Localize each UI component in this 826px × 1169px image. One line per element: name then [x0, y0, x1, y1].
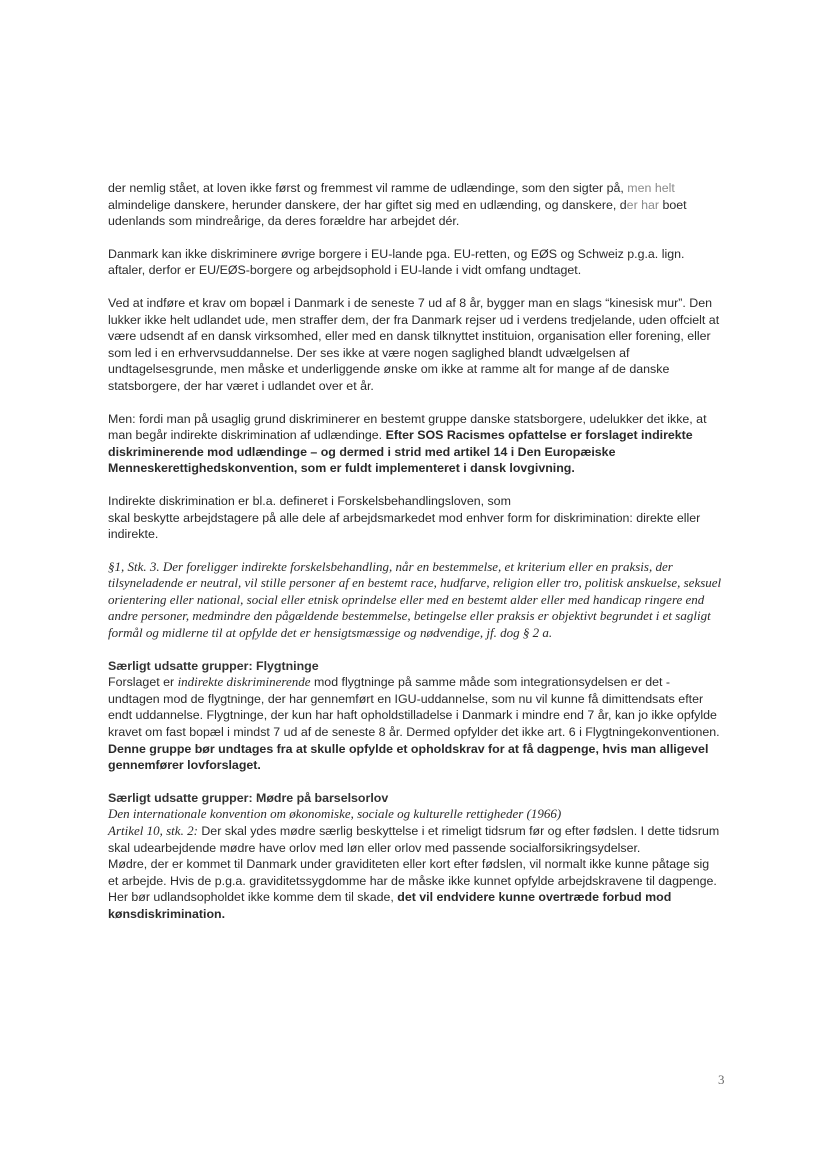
document-body	[108, 180, 722, 939]
text-span: der nemlig stået, at loven ikke først og fremmest vil ramme de udlændinge, som den sigter på,	[108, 181, 624, 195]
text-span: Men: fordi man på usaglig grund diskriminerer en bestemt gruppe danske statsborgere, udelukker det ikke, at man begår indirekte diskrimination af udlændinge.	[108, 411, 707, 443]
text-span-faded: er har	[626, 197, 660, 212]
paragraph-forskelsbehandlingsloven	[108, 493, 722, 543]
law-quote: §1, Stk. 3. Der foreligger indirekte forskelsbehandling, når en bestemmelse, et kriterium eller en praksis, der tilsyneladende er neutral, vil stille personer af en bestemt race, hudfarve, religion eller tro, politisk anskuelse, seksuel orientering eller national, social eller etnisk oprindelse eller med en bestemt alder eller med handicap ringere end andre personer, medmindre den pågældende bestemmelse, betingelse eller praksis er objektivt begrundet i et sagligt formål og midlerne til at opfylde det er hensigtsmæssige og nødvendige, jf. dog § 2 a.	[108, 558, 722, 641]
article-label: Artikel 10, stk. 2:	[108, 823, 198, 838]
page-number: 3	[718, 1072, 725, 1087]
text-span: boet udenlands som mindreårige, da deres forældre har arbejdet dér.	[108, 197, 687, 229]
bold-statement: det vil endvidere kunne overtræde forbud mod kønsdiskrimination.	[108, 890, 672, 921]
paragraph-intro	[108, 180, 722, 230]
text-span: Forslaget er	[108, 675, 178, 690]
text-span-faded: men helt	[623, 181, 675, 195]
section-heading: Særligt udsatte grupper: Flygtninge	[108, 658, 319, 673]
bold-statement: Efter SOS Racismes opfattelse er forslaget indirekte diskriminerende mod udlændinge – og dermed i strid med artikel 14 i Den Europæiske Menneskerettighedskonvention, som er fuldt implementeret i dansk lovgivning.	[108, 428, 693, 476]
section-flygtninge	[108, 658, 722, 774]
bold-statement: Denne gruppe bør undtages fra at skulle opfylde et opholdskrav for at få dagpenge, hvis man alligevel gennemfører lovforslaget.	[108, 741, 709, 773]
text-span: skal beskytte arbejdstagere på alle dele af arbejdsmarkedet mod enhver form for diskrimination: direkte eller indirekte.	[108, 510, 701, 542]
text-span: mod flygtninge på samme måde som integrationsydelsen er det - undtagen mod de flygtninge, der har gennemført en IGU-uddannelse, som nu vil kunne få dimittendsats efter endt uddannelse. Flygtninge, der kun har haft opholdstilladelse i Danmark i mindre end 7 år, kan jo ikke opfylde kravet om fast bopæl i mindst 7 ud af de seneste 8 år. Dermed opfylder det ikke art. 6 i Flygtningekonventionen.	[108, 675, 720, 740]
text-span: Indirekte diskrimination er bl.a. defineret i Forskelsbehandlingsloven, som	[108, 493, 511, 508]
convention-title: Den internationale konvention om økonomiske, sociale og kulturelle rettigheder (1966)	[108, 806, 562, 822]
paragraph-diskrimination	[108, 411, 722, 477]
paragraph-kinesisk-mur: Ved at indføre et krav om bopæl i Danmark i de seneste 7 ud af 8 år, bygger man en slags “kinesisk mur”. Den lukker ikke helt udlandet ude, men straffer dem, der fra Danmark rejser ud i verdens tredjelande, uden offcielt at være udsendt af en dansk virksomhed, eller med en dansk tilknyttet instituion, organisation eller forening, eller som led i en erhvervsuddannelse. Der ses ikke at være nogen saglighed blandt udvælgelsen af undtagelsesgrunde, men måske et underliggende ønske om ikke at ramme alt for mange af de danske statsborgere, der har været i udlandet over et år.	[108, 295, 720, 393]
section-barselsorlov	[108, 790, 722, 923]
text-span: Mødre, der er kommet til Danmark under graviditeten eller kort efter fødslen, vil normalt ikke kunne påtage sig et arbejde. Hvis de p.g.a. graviditetssygdomme har de måske ikke kunnet opfylde arbejdskravene til dagpenge. Her bør udlandsopholdet ikke komme dem til skade,	[108, 857, 717, 905]
section-heading: Særligt udsatte grupper: Mødre på barselsorlov	[108, 790, 389, 805]
paragraph-eu: Danmark kan ikke diskriminere øvrige borgere i EU-lande pga. EU-retten, og EØS og Schweiz p.g.a. lign. aftaler, derfor er EU/EØS-borgere og arbejdsophold i EU-lande i vidt omfang undtaget.	[108, 246, 685, 278]
italic-term: indirekte diskriminerende	[177, 674, 311, 690]
text-span: almindelige danskere, herunder danskere, der har giftet sig med en udlænding, og danskere, d	[108, 197, 627, 212]
text-span: Der skal ydes mødre særlig beskyttelse i et rimeligt tidsrum før og efter fødslen. I dette tidsrum skal udearbejdende mødre have orlov med løn eller orlov med passende socialforsikringsydelser.	[108, 824, 720, 855]
